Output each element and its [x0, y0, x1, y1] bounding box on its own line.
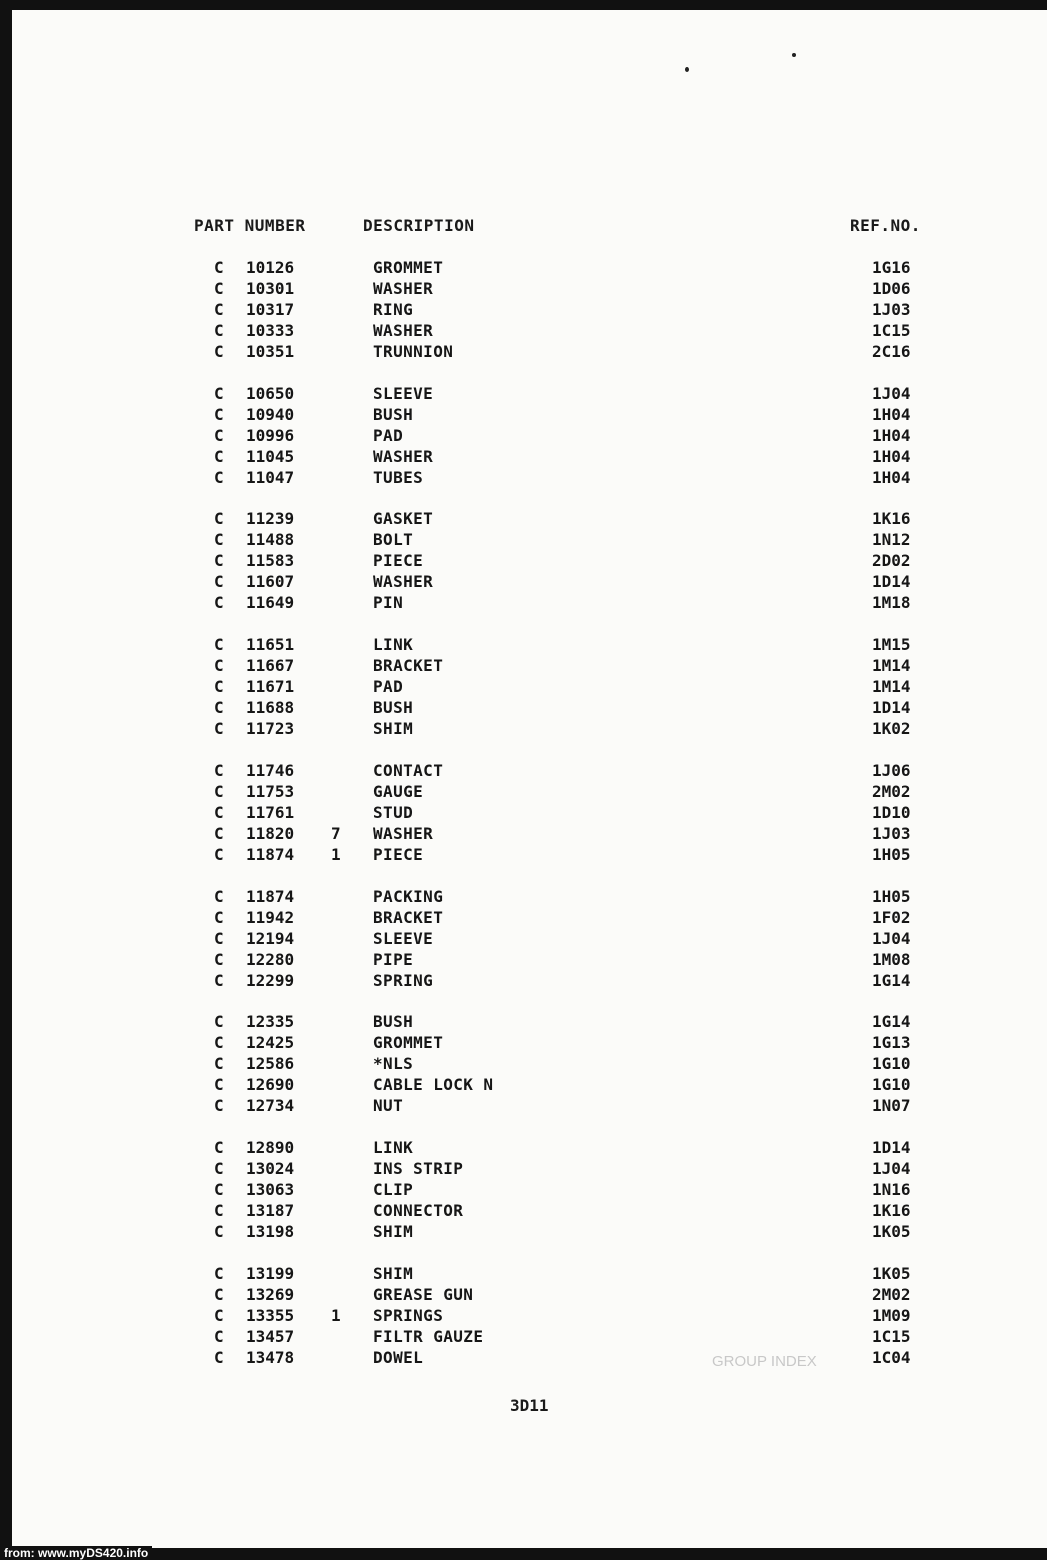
part-ref-no: 1M15	[872, 635, 911, 655]
part-number: 12690	[246, 1075, 295, 1095]
part-prefix: C	[214, 1347, 224, 1367]
part-description: CLIP	[373, 1179, 414, 1199]
part-number: 13457	[246, 1326, 295, 1346]
part-prefix: C	[214, 1137, 224, 1157]
part-ref-no: 1G10	[872, 1054, 911, 1074]
part-number: 12194	[246, 928, 295, 948]
part-description: SLEEVE	[373, 383, 434, 403]
table-row	[12, 279, 1047, 300]
part-description: WASHER	[373, 279, 434, 298]
part-prefix: C	[214, 572, 224, 592]
part-description: WASHER	[373, 446, 434, 466]
page-code: 3D11	[510, 1396, 549, 1415]
part-ref-no: 1M18	[872, 593, 911, 613]
part-number: 11239	[246, 509, 295, 529]
table-row	[12, 1201, 1047, 1222]
part-description: RING	[373, 300, 414, 319]
part-ref-no: 1H04	[872, 404, 911, 424]
part-description: STUD	[373, 802, 414, 822]
part-description: SHIM	[373, 719, 414, 739]
part-prefix: C	[214, 300, 224, 319]
part-ref-no: 1J04	[872, 928, 911, 948]
part-description: WASHER	[373, 321, 434, 340]
part-ref-no: 1D14	[872, 572, 911, 592]
part-prefix: C	[214, 823, 224, 843]
table-row	[12, 635, 1047, 656]
part-ref-no: 2D02	[872, 551, 911, 571]
table-row	[12, 761, 1047, 782]
part-description: CONNECTOR	[373, 1200, 464, 1220]
part-prefix: C	[214, 1305, 224, 1325]
part-prefix: C	[214, 342, 224, 361]
part-ref-no: 1H04	[872, 425, 911, 445]
part-number: 12299	[246, 970, 295, 990]
part-number: 11761	[246, 802, 295, 822]
part-ref-no: 1J04	[872, 1158, 911, 1178]
part-number: 10940	[246, 404, 295, 424]
part-description: GREASE GUN	[373, 1284, 474, 1304]
part-ref-no: 1F02	[872, 907, 911, 927]
part-number: 13199	[246, 1263, 295, 1283]
part-ref-no: 1N12	[872, 530, 911, 550]
part-description: PACKING	[373, 886, 444, 906]
part-number: 10333	[246, 321, 295, 340]
part-number: 11874	[246, 844, 295, 864]
part-prefix: C	[214, 467, 224, 487]
table-row	[12, 929, 1047, 950]
part-ref-no: 1N07	[872, 1096, 911, 1116]
part-number: 11667	[246, 656, 295, 676]
part-ref-no: 2C16	[872, 342, 911, 361]
part-qty: 1	[331, 844, 341, 864]
table-row	[12, 1075, 1047, 1096]
part-description: CABLE LOCK N	[373, 1075, 494, 1095]
header-part-number: PART NUMBER	[194, 216, 306, 235]
part-number: 11753	[246, 781, 295, 801]
part-ref-no: 1C04	[872, 1347, 911, 1367]
table-row	[12, 1180, 1047, 1201]
part-number: 13063	[246, 1179, 295, 1199]
part-ref-no: 1J03	[872, 300, 911, 319]
part-prefix: C	[214, 1200, 224, 1220]
part-description: GASKET	[373, 509, 434, 529]
part-prefix: C	[214, 970, 224, 990]
table-row	[12, 530, 1047, 551]
part-number: 13355	[246, 1305, 295, 1325]
part-number: 11047	[246, 467, 295, 487]
part-prefix: C	[214, 907, 224, 927]
table-row	[12, 1159, 1047, 1180]
part-description: SHIM	[373, 1263, 414, 1283]
table-row	[12, 719, 1047, 740]
part-number: 11583	[246, 551, 295, 571]
part-prefix: C	[214, 1221, 224, 1241]
part-ref-no: 1G10	[872, 1075, 911, 1095]
scan-speck	[792, 53, 796, 57]
part-prefix: C	[214, 321, 224, 340]
part-number: 12734	[246, 1096, 295, 1116]
part-ref-no: 1J06	[872, 760, 911, 780]
part-description: PIECE	[373, 551, 424, 571]
table-row	[12, 468, 1047, 489]
part-number: 11874	[246, 886, 295, 906]
part-description: BUSH	[373, 698, 414, 718]
table-row	[12, 698, 1047, 719]
table-row	[12, 824, 1047, 845]
part-ref-no: 1K02	[872, 719, 911, 739]
part-prefix: C	[214, 509, 224, 529]
part-prefix: C	[214, 279, 224, 298]
table-row	[12, 321, 1047, 342]
part-description: WASHER	[373, 572, 434, 592]
part-prefix: C	[214, 760, 224, 780]
part-description: GROMMET	[373, 258, 444, 277]
part-ref-no: 1G13	[872, 1033, 911, 1053]
part-ref-no: 1H05	[872, 844, 911, 864]
part-description: WASHER	[373, 823, 434, 843]
part-number: 11688	[246, 698, 295, 718]
table-row	[12, 1264, 1047, 1285]
part-ref-no: 1M09	[872, 1305, 911, 1325]
part-ref-no: 1D10	[872, 802, 911, 822]
table-row	[12, 300, 1047, 321]
header-ref-no: REF.NO.	[850, 216, 921, 235]
table-row	[12, 950, 1047, 971]
part-prefix: C	[214, 1284, 224, 1304]
part-description: NUT	[373, 1096, 404, 1116]
part-number: 12890	[246, 1137, 295, 1157]
table-row	[12, 551, 1047, 572]
part-prefix: C	[214, 593, 224, 613]
table-row	[12, 782, 1047, 803]
table-row	[12, 1138, 1047, 1159]
part-description: SPRING	[373, 970, 434, 990]
part-ref-no: 2M02	[872, 1284, 911, 1304]
part-description: LINK	[373, 1137, 414, 1157]
header-description: DESCRIPTION	[363, 216, 475, 235]
part-description: SLEEVE	[373, 928, 434, 948]
part-prefix: C	[214, 1054, 224, 1074]
table-row	[12, 1012, 1047, 1033]
part-number: 13478	[246, 1347, 295, 1367]
table-row	[12, 887, 1047, 908]
part-ref-no: 1D06	[872, 279, 911, 298]
part-ref-no: 1G16	[872, 258, 911, 277]
table-row	[12, 384, 1047, 405]
part-number: 13198	[246, 1221, 295, 1241]
part-ref-no: 1D14	[872, 1137, 911, 1157]
part-ref-no: 1K05	[872, 1263, 911, 1283]
part-number: 11671	[246, 677, 295, 697]
part-description: INS STRIP	[373, 1158, 464, 1178]
part-number: 10317	[246, 300, 295, 319]
part-number: 11607	[246, 572, 295, 592]
part-ref-no: 1D14	[872, 698, 911, 718]
part-prefix: C	[214, 258, 224, 277]
table-row	[12, 656, 1047, 677]
part-number: 13024	[246, 1158, 295, 1178]
part-description: PAD	[373, 677, 404, 697]
part-ref-no: 1M14	[872, 656, 911, 676]
part-ref-no: 1H04	[872, 446, 911, 466]
part-number: 12335	[246, 1012, 295, 1032]
part-description: *NLS	[373, 1054, 414, 1074]
part-prefix: C	[214, 1179, 224, 1199]
part-ref-no: 1G14	[872, 970, 911, 990]
part-number: 11820	[246, 823, 295, 843]
part-prefix: C	[214, 1075, 224, 1095]
part-prefix: C	[214, 383, 224, 403]
part-qty: 1	[331, 1305, 341, 1325]
part-ref-no: 1K16	[872, 509, 911, 529]
table-row	[12, 1285, 1047, 1306]
table-row	[12, 803, 1047, 824]
part-description: BOLT	[373, 530, 414, 550]
part-description: BUSH	[373, 404, 414, 424]
part-number: 10126	[246, 258, 295, 277]
part-prefix: C	[214, 1096, 224, 1116]
table-row	[12, 509, 1047, 530]
table-row	[12, 572, 1047, 593]
part-description: BRACKET	[373, 907, 444, 927]
part-ref-no: 1J03	[872, 823, 911, 843]
part-ref-no: 2M02	[872, 781, 911, 801]
part-prefix: C	[214, 1033, 224, 1053]
table-row	[12, 908, 1047, 929]
table-row	[12, 677, 1047, 698]
part-ref-no: 1C15	[872, 321, 911, 340]
part-ref-no: 1K16	[872, 1200, 911, 1220]
table-row	[12, 1054, 1047, 1075]
part-prefix: C	[214, 635, 224, 655]
part-ref-no: 1H05	[872, 886, 911, 906]
part-ref-no: 1H04	[872, 467, 911, 487]
part-prefix: C	[214, 781, 224, 801]
table-row	[12, 1096, 1047, 1117]
table-row	[12, 593, 1047, 614]
part-description: LINK	[373, 635, 414, 655]
part-number: 12425	[246, 1033, 295, 1053]
part-number: 10650	[246, 383, 295, 403]
part-prefix: C	[214, 656, 224, 676]
part-prefix: C	[214, 844, 224, 864]
table-row	[12, 1306, 1047, 1327]
part-description: TRUNNION	[373, 342, 454, 361]
part-number: 10996	[246, 425, 295, 445]
document-page	[12, 10, 1047, 1548]
part-prefix: C	[214, 1012, 224, 1032]
part-description: GROMMET	[373, 1033, 444, 1053]
part-number: 11649	[246, 593, 295, 613]
part-number: 10301	[246, 279, 295, 298]
part-prefix: C	[214, 949, 224, 969]
part-description: PAD	[373, 425, 404, 445]
part-number: 13269	[246, 1284, 295, 1304]
part-prefix: C	[214, 928, 224, 948]
part-prefix: C	[214, 530, 224, 550]
table-row	[12, 1222, 1047, 1243]
part-prefix: C	[214, 719, 224, 739]
part-ref-no: 1G14	[872, 1012, 911, 1032]
part-prefix: C	[214, 404, 224, 424]
table-row	[12, 971, 1047, 992]
part-description: CONTACT	[373, 760, 444, 780]
part-description: DOWEL	[373, 1347, 424, 1367]
part-ref-no: 1K05	[872, 1221, 911, 1241]
part-prefix: C	[214, 1158, 224, 1178]
part-description: BUSH	[373, 1012, 414, 1032]
part-prefix: C	[214, 886, 224, 906]
part-number: 11723	[246, 719, 295, 739]
part-number: 11488	[246, 530, 295, 550]
part-prefix: C	[214, 425, 224, 445]
part-prefix: C	[214, 698, 224, 718]
part-prefix: C	[214, 1263, 224, 1283]
part-description: TUBES	[373, 467, 424, 487]
part-number: 11651	[246, 635, 295, 655]
table-row	[12, 258, 1047, 279]
bleed-through-text: GROUP INDEX	[712, 1353, 817, 1370]
part-number: 11045	[246, 446, 295, 466]
part-number: 11746	[246, 760, 295, 780]
part-number: 12586	[246, 1054, 295, 1074]
table-row	[12, 447, 1047, 468]
part-ref-no: 1M08	[872, 949, 911, 969]
part-number: 13187	[246, 1200, 295, 1220]
part-ref-no: 1J04	[872, 383, 911, 403]
part-number: 10351	[246, 342, 295, 361]
part-description: BRACKET	[373, 656, 444, 676]
part-description: PIECE	[373, 844, 424, 864]
part-description: FILTR GAUZE	[373, 1326, 484, 1346]
table-row	[12, 845, 1047, 866]
table-row	[12, 342, 1047, 363]
source-watermark: from: www.myDS420.info	[0, 1546, 152, 1560]
table-row	[12, 405, 1047, 426]
part-prefix: C	[214, 551, 224, 571]
scan-speck	[685, 67, 689, 72]
part-ref-no: 1N16	[872, 1179, 911, 1199]
part-number: 12280	[246, 949, 295, 969]
part-description: PIN	[373, 593, 404, 613]
part-number: 11942	[246, 907, 295, 927]
part-description: PIPE	[373, 949, 414, 969]
part-ref-no: 1C15	[872, 1326, 911, 1346]
part-prefix: C	[214, 1326, 224, 1346]
part-ref-no: 1M14	[872, 677, 911, 697]
part-description: GAUGE	[373, 781, 424, 801]
table-row	[12, 426, 1047, 447]
table-row	[12, 1327, 1047, 1348]
part-description: SPRINGS	[373, 1305, 444, 1325]
part-prefix: C	[214, 677, 224, 697]
part-prefix: C	[214, 446, 224, 466]
part-description: SHIM	[373, 1221, 414, 1241]
table-row	[12, 1033, 1047, 1054]
part-qty: 7	[331, 823, 341, 843]
part-prefix: C	[214, 802, 224, 822]
table-row	[12, 1348, 1047, 1369]
